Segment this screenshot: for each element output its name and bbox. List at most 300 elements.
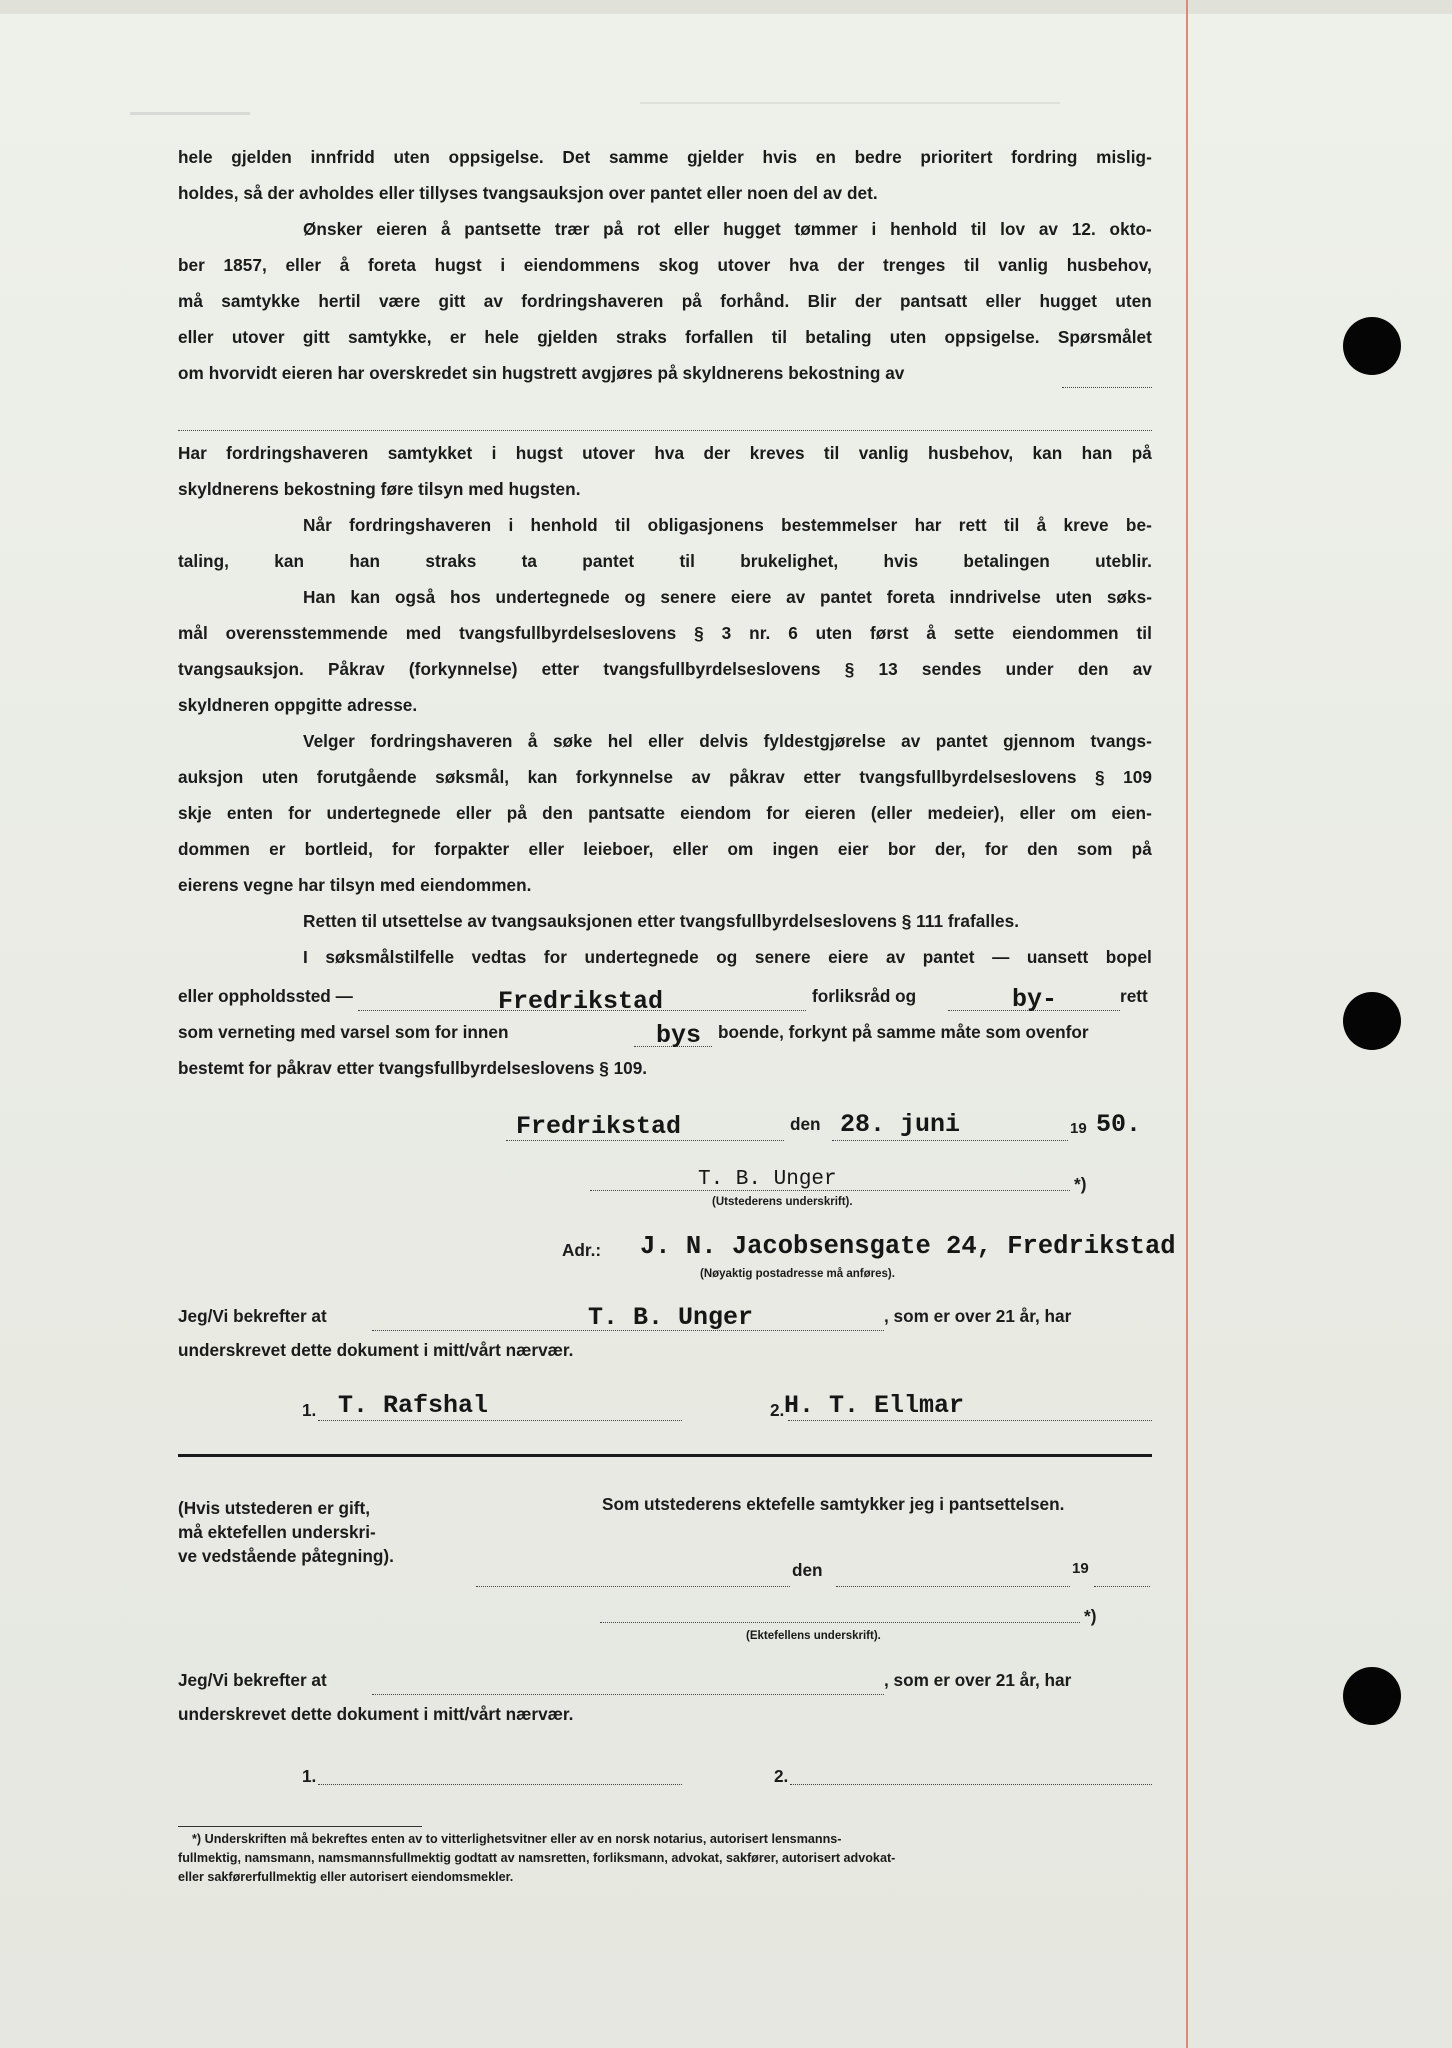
body-word: forpakter bbox=[434, 839, 510, 859]
body-word: hva bbox=[654, 443, 685, 463]
body-word: til bbox=[679, 551, 695, 571]
spouse-consent-text: Som utstederens ektefelle samtykker jeg i pantsettelsen. bbox=[602, 1494, 1065, 1514]
body-word: hugget bbox=[723, 219, 781, 239]
body-word: eiere bbox=[730, 587, 772, 607]
body-word: bestemmelser bbox=[781, 515, 898, 535]
body-word: fordringshaveren bbox=[521, 291, 664, 311]
body-line bbox=[178, 801, 1152, 825]
body-word: bor bbox=[887, 839, 916, 859]
body-word: bortleid, bbox=[304, 839, 373, 859]
address-label: Adr.: bbox=[562, 1240, 602, 1260]
witness1-line-2 bbox=[788, 1420, 1152, 1421]
body-word: Når bbox=[303, 515, 332, 535]
body-word: betalingen bbox=[963, 551, 1050, 571]
body-word: 109 bbox=[1123, 767, 1152, 787]
body-line bbox=[178, 549, 1152, 573]
body-word: i bbox=[508, 515, 514, 535]
body-word: kreve bbox=[1063, 515, 1109, 535]
body-word: tvangsauksjon. bbox=[178, 659, 304, 679]
body-word: husbehov, bbox=[928, 443, 1014, 463]
body-word: fordringshaveren bbox=[370, 731, 513, 751]
spouse-note-line: må ektefellen underskri- bbox=[178, 1522, 376, 1542]
date-day-handwritten: 28. juni bbox=[840, 1110, 961, 1139]
footnote bbox=[178, 1830, 1152, 1887]
body-word: til bbox=[614, 515, 631, 535]
body-word: der bbox=[854, 291, 882, 311]
body-word: 13 bbox=[878, 659, 898, 679]
body-word: lov bbox=[1000, 219, 1026, 239]
body-word: kreves bbox=[749, 443, 805, 463]
body-word: til bbox=[964, 255, 980, 275]
date-year-prefix: 19 bbox=[1070, 1120, 1087, 1137]
body-word: leieboer, bbox=[583, 839, 654, 859]
body-line: skyldnerens bekostning føre tilsyn med hugsten. bbox=[178, 479, 581, 499]
body-word: forutgående bbox=[316, 767, 417, 787]
spouse-place-line bbox=[476, 1586, 790, 1587]
body-word: uansett bbox=[1026, 947, 1089, 967]
body-word: fyldestgjørelse bbox=[763, 731, 886, 751]
body-word: samtykke bbox=[221, 291, 301, 311]
body-word: av bbox=[786, 587, 806, 607]
witness1-line2: underskrevet dette dokument i mitt/vårt nærvær. bbox=[178, 1340, 574, 1360]
body-word: med bbox=[405, 623, 442, 643]
body-word: 6 bbox=[788, 623, 798, 643]
body-line bbox=[178, 441, 1152, 465]
issuer-signature: T. B. Unger bbox=[698, 1168, 837, 1191]
issuer-footnote-mark: *) bbox=[1074, 1174, 1087, 1194]
body-word: pantet bbox=[935, 731, 988, 751]
body-word: hele bbox=[178, 147, 213, 167]
body-word: enten bbox=[226, 803, 273, 823]
date-den-label: den bbox=[790, 1114, 821, 1134]
body-word: hugst bbox=[434, 255, 482, 275]
body-word: undertegnede bbox=[584, 947, 699, 967]
body-word: til bbox=[1003, 515, 1020, 535]
top-edge bbox=[0, 0, 1452, 14]
body-word: eieren bbox=[376, 219, 428, 239]
body-word: (eller bbox=[870, 803, 913, 823]
body-word: eien- bbox=[1111, 803, 1152, 823]
body-word: — bbox=[992, 947, 1010, 967]
body-word: og bbox=[624, 587, 646, 607]
body-word: fordringshaveren bbox=[349, 515, 492, 535]
body-word: tvangs- bbox=[1090, 731, 1152, 751]
body-word: eller bbox=[285, 255, 322, 275]
body-word: er bbox=[449, 327, 467, 347]
body-word: taling, bbox=[178, 551, 229, 571]
body-line bbox=[178, 765, 1152, 789]
body-word: eller bbox=[673, 219, 710, 239]
body-word: til bbox=[1136, 623, 1152, 643]
witness1-name-handwritten: T. B. Unger bbox=[588, 1303, 754, 1332]
red-margin-line bbox=[1186, 0, 1188, 2048]
body-word: den bbox=[542, 803, 573, 823]
address-caption: (Nøyaktig postadresse må anføres). bbox=[700, 1268, 895, 1280]
body-word: overensstemmende bbox=[225, 623, 388, 643]
spouse-den-label: den bbox=[792, 1560, 823, 1580]
body-line bbox=[303, 513, 1152, 537]
witness1-line-1 bbox=[318, 1420, 682, 1421]
body-word: foreta bbox=[367, 255, 417, 275]
body-word: for bbox=[766, 803, 790, 823]
body-word: medeier), bbox=[927, 803, 1005, 823]
body-word: henhold bbox=[530, 515, 598, 535]
body-word: til bbox=[970, 219, 987, 239]
body-word: dommen bbox=[178, 839, 250, 859]
body-word: utover bbox=[231, 327, 285, 347]
venue-by-handwritten: by- bbox=[1012, 985, 1058, 1014]
fill-line-hugst-2 bbox=[178, 430, 1152, 431]
footnote-line: fullmektig, namsmann, namsmannsfullmektig godtatt av namsretten, forliksmann, advokat, sakfører, autorisert advokat- bbox=[178, 1851, 896, 1865]
body-word: på bbox=[603, 219, 624, 239]
body-word: pantsatte bbox=[588, 803, 665, 823]
witness1-number-1: 1. bbox=[302, 1400, 317, 1420]
body-word: uten bbox=[393, 147, 430, 167]
spouse-year-line bbox=[1094, 1586, 1150, 1587]
spouse-year-prefix: 19 bbox=[1072, 1560, 1089, 1577]
body-word: Velger bbox=[303, 731, 355, 751]
body-line: Retten til utsettelse av tvangsauksjonen etter tvangsfullbyrdelseslovens § 111 frafalles. bbox=[303, 911, 1020, 931]
body-word: vanlig bbox=[998, 255, 1049, 275]
spouse-date-line bbox=[836, 1586, 1070, 1587]
witness2-suffix: , som er over 21 år, har bbox=[884, 1670, 1072, 1690]
footnote-rule bbox=[178, 1826, 422, 1827]
body-word: 1857, bbox=[223, 255, 267, 275]
body-word: uten bbox=[1055, 587, 1093, 607]
body-word: søksmålstilfelle bbox=[325, 947, 455, 967]
body-word: å bbox=[926, 623, 936, 643]
body-word: auksjon bbox=[178, 767, 244, 787]
body-word: uten bbox=[815, 623, 853, 643]
venue-suffix: rett bbox=[1120, 986, 1148, 1006]
body-word: på bbox=[506, 803, 527, 823]
body-word: mål bbox=[178, 623, 208, 643]
body-word: hugst bbox=[515, 443, 563, 463]
body-word: eller bbox=[672, 839, 709, 859]
body-word: som bbox=[1076, 839, 1113, 859]
body-word: hos bbox=[450, 587, 481, 607]
body-word: gjelden bbox=[537, 327, 598, 347]
body-line bbox=[178, 325, 1152, 349]
body-word: forkynnelse bbox=[575, 767, 673, 787]
body-word: utover bbox=[582, 443, 635, 463]
body-line bbox=[178, 289, 1152, 313]
witness2-line2: underskrevet dette dokument i mitt/vårt nærvær. bbox=[178, 1704, 574, 1724]
body-word: sendes bbox=[921, 659, 982, 679]
venue-bys-handwritten: bys bbox=[656, 1021, 702, 1050]
body-word: senere bbox=[754, 947, 811, 967]
body-word: må bbox=[178, 291, 203, 311]
body-word: han bbox=[349, 551, 381, 571]
body-word: betaling bbox=[805, 327, 872, 347]
body-word: uteblir. bbox=[1095, 551, 1152, 571]
body-word: er bbox=[269, 839, 286, 859]
witness2-number-2: 2. bbox=[774, 1766, 789, 1786]
body-word: å bbox=[440, 219, 451, 239]
body-word: uten bbox=[1115, 291, 1152, 311]
body-word: rot bbox=[637, 219, 661, 239]
witness2-line-1 bbox=[318, 1784, 682, 1785]
body-word: søks- bbox=[1106, 587, 1152, 607]
body-word: den bbox=[1077, 659, 1109, 679]
body-word: forhånd. bbox=[720, 291, 790, 311]
section-divider bbox=[178, 1454, 1152, 1457]
body-word: uten bbox=[261, 767, 299, 787]
body-word: samme bbox=[608, 147, 669, 167]
body-word: innfridd bbox=[310, 147, 375, 167]
body-word: utover bbox=[717, 255, 771, 275]
witness1-suffix: , som er over 21 år, har bbox=[884, 1306, 1072, 1326]
body-word: der, bbox=[934, 839, 966, 859]
body-word: av bbox=[483, 291, 503, 311]
body-word: bedre bbox=[854, 147, 902, 167]
body-word: om bbox=[727, 839, 754, 859]
body-word: vedtas bbox=[471, 947, 527, 967]
body-word: etter bbox=[803, 767, 841, 787]
body-word: i bbox=[491, 443, 497, 463]
body-word: § bbox=[694, 623, 704, 643]
punch-hole-middle bbox=[1343, 992, 1401, 1050]
body-word: Har bbox=[178, 443, 207, 463]
body-word: straks bbox=[615, 327, 667, 347]
body-word: der bbox=[837, 255, 865, 275]
body-word: pantet bbox=[582, 551, 635, 571]
body-word: oppsigelse. bbox=[448, 147, 544, 167]
body-word: gjennom bbox=[1003, 731, 1076, 751]
body-word: på bbox=[1131, 839, 1152, 859]
venue-line2-a: som verneting med varsel som for innen bbox=[178, 1022, 509, 1042]
body-word: søke bbox=[552, 731, 593, 751]
body-word: (forkynnelse) bbox=[408, 659, 518, 679]
body-word: okto- bbox=[1109, 219, 1152, 239]
body-word: der bbox=[703, 443, 731, 463]
body-word: til bbox=[771, 327, 788, 347]
body-word: hugget bbox=[1039, 291, 1098, 311]
body-line bbox=[303, 729, 1152, 753]
body-word: fordring bbox=[1011, 147, 1078, 167]
body-word: eiendommens bbox=[523, 255, 640, 275]
body-word: eller bbox=[1019, 803, 1056, 823]
bleed-through-mark bbox=[640, 92, 1060, 104]
body-word: eiendommen bbox=[1012, 623, 1119, 643]
body-word: undertegnede bbox=[495, 587, 610, 607]
body-line: eierens vegne har tilsyn med eiendommen. bbox=[178, 875, 532, 895]
venue-line3: bestemt for påkrav etter tvangsfullbyrdelseslovens § 109. bbox=[178, 1058, 648, 1078]
spouse-note-line: ve vedstående påtegning). bbox=[178, 1546, 394, 1566]
date-place-handwritten: Fredrikstad bbox=[516, 1112, 682, 1141]
body-word: vanlig bbox=[858, 443, 909, 463]
witness2-name-line bbox=[372, 1694, 884, 1695]
body-word: i bbox=[500, 255, 506, 275]
body-word: trenges bbox=[882, 255, 946, 275]
body-word: hvis bbox=[883, 551, 919, 571]
body-word: på bbox=[1131, 443, 1152, 463]
body-word: Det bbox=[562, 147, 591, 167]
date-day-line bbox=[832, 1140, 1068, 1141]
body-word: av bbox=[691, 767, 711, 787]
witness1-number-2: 2. bbox=[770, 1400, 785, 1420]
witness2-prefix: Jeg/Vi bekrefter at bbox=[178, 1670, 327, 1690]
body-word: henhold bbox=[890, 219, 958, 239]
body-word: i bbox=[871, 219, 877, 239]
body-word: samtykke, bbox=[348, 327, 432, 347]
body-word: uten bbox=[889, 327, 927, 347]
body-word: trær bbox=[554, 219, 590, 239]
punch-hole-top bbox=[1343, 317, 1401, 375]
body-line: holdes, så der avholdes eller tillyses tvangsauksjon over pantet eller noen del av det. bbox=[178, 183, 878, 203]
body-word: hele bbox=[484, 327, 519, 347]
body-word: hvis bbox=[762, 147, 798, 167]
body-word: har bbox=[914, 515, 942, 535]
body-word: gitt bbox=[438, 291, 466, 311]
body-word: forfallen bbox=[685, 327, 754, 347]
body-word: kan bbox=[350, 587, 381, 607]
footnote-line: eller sakførerfullmektig eller autorisert eiendomsmekler. bbox=[178, 1870, 514, 1884]
body-word: å bbox=[527, 731, 538, 751]
witness2-line-2 bbox=[790, 1784, 1152, 1785]
body-word: pantsette bbox=[464, 219, 542, 239]
body-word: eller bbox=[648, 731, 684, 751]
bleed-through-mark bbox=[130, 100, 250, 115]
body-line bbox=[178, 657, 1152, 681]
body-word: om bbox=[1070, 803, 1097, 823]
body-word: undertegnede bbox=[326, 803, 441, 823]
body-word: brukelighet, bbox=[740, 551, 839, 571]
witness1-signature-2: H. T. Ellmar bbox=[784, 1391, 965, 1420]
spouse-note bbox=[178, 1496, 394, 1568]
body-word: på bbox=[681, 291, 702, 311]
body-word: kan bbox=[527, 767, 558, 787]
body-word: hva bbox=[789, 255, 819, 275]
body-word: eieren bbox=[804, 803, 856, 823]
body-line bbox=[303, 945, 1152, 969]
body-line bbox=[178, 621, 1152, 645]
address-handwritten: J. N. Jacobsensgate 24, Fredrikstad bbox=[640, 1232, 1176, 1261]
body-word: delvis bbox=[699, 731, 749, 751]
date-place-line bbox=[506, 1140, 784, 1141]
body-word: gjelden bbox=[231, 147, 292, 167]
witness2-number-1: 1. bbox=[302, 1766, 317, 1786]
body-word: prioritert bbox=[920, 147, 993, 167]
body-word: for bbox=[392, 839, 416, 859]
body-word: ta bbox=[521, 551, 537, 571]
spouse-note-line: (Hvis utstederen er gift, bbox=[178, 1498, 370, 1518]
body-word: av bbox=[1038, 219, 1059, 239]
fill-line-hugst bbox=[1062, 387, 1152, 388]
spouse-caption: (Ektefellens underskrift). bbox=[746, 1630, 881, 1642]
body-word: og bbox=[716, 947, 738, 967]
body-word: av bbox=[885, 947, 906, 967]
body-word: etter bbox=[541, 659, 580, 679]
venue-mid: forliksråd og bbox=[812, 986, 917, 1006]
body-word: skog bbox=[658, 255, 699, 275]
body-word: pantsatt bbox=[900, 291, 968, 311]
body-word: § bbox=[1095, 767, 1105, 787]
body-word: være bbox=[378, 291, 421, 311]
punch-hole-bottom bbox=[1343, 1667, 1401, 1725]
body-word: tømmer bbox=[794, 219, 858, 239]
body-word: han bbox=[1081, 443, 1113, 463]
body-word: be- bbox=[1125, 515, 1152, 535]
spouse-signature-line bbox=[600, 1622, 1080, 1623]
body-word: eller bbox=[455, 803, 492, 823]
body-word: gitt bbox=[302, 327, 330, 347]
body-word: av bbox=[901, 731, 921, 751]
body-word: kan bbox=[274, 551, 305, 571]
body-word: 12. bbox=[1071, 219, 1096, 239]
body-word: til bbox=[823, 443, 840, 463]
body-word: å bbox=[339, 255, 350, 275]
body-word: først bbox=[870, 623, 909, 643]
body-word: ber bbox=[178, 255, 205, 275]
body-word: mislig- bbox=[1096, 147, 1152, 167]
venue-place-handwritten: Fredrikstad bbox=[498, 987, 664, 1016]
issuer-signature-line bbox=[590, 1190, 1070, 1191]
spouse-footnote-mark: *) bbox=[1084, 1606, 1097, 1626]
body-word: tvangsfullbyrdelseslovens bbox=[859, 767, 1077, 787]
body-word: eier bbox=[837, 839, 869, 859]
body-word: tvangsfullbyrdelseslovens bbox=[459, 623, 677, 643]
body-word: under bbox=[1005, 659, 1054, 679]
footnote-line: *) Underskriften må bekreftes enten av to vitterlighetsvitner eller av en norsk notarius, autorisert lensmanns- bbox=[192, 1832, 842, 1846]
body-word: søksmål, bbox=[435, 767, 510, 787]
body-word: Ønsker bbox=[303, 219, 363, 239]
body-word: for bbox=[288, 803, 312, 823]
body-word: § bbox=[844, 659, 855, 679]
body-word: kan bbox=[1032, 443, 1063, 463]
body-word: tvangsfullbyrdelseslovens bbox=[603, 659, 821, 679]
body-word: samtykket bbox=[387, 443, 473, 463]
body-word: den bbox=[1027, 839, 1058, 859]
body-word: av bbox=[1132, 659, 1152, 679]
body-line bbox=[178, 253, 1152, 277]
body-word: hertil bbox=[318, 291, 361, 311]
body-word: Spørsmålet bbox=[1057, 327, 1152, 347]
body-word: for bbox=[543, 947, 567, 967]
body-word: 3 bbox=[721, 623, 732, 643]
body-word: å bbox=[1036, 515, 1047, 535]
body-word: for bbox=[984, 839, 1008, 859]
body-word: Påkrav bbox=[328, 659, 385, 679]
body-word: foreta bbox=[886, 587, 935, 607]
body-word: også bbox=[394, 587, 436, 607]
body-word: eller bbox=[528, 839, 565, 859]
body-line bbox=[303, 585, 1152, 609]
body-word: eiere bbox=[828, 947, 869, 967]
body-word: Blir bbox=[807, 291, 837, 311]
body-word: eller bbox=[178, 327, 214, 347]
body-word: husbehov, bbox=[1066, 255, 1152, 275]
body-word: eiendom bbox=[680, 803, 752, 823]
body-word: oppsigelse. bbox=[944, 327, 1040, 347]
witness1-signature-1: T. Rafshal bbox=[338, 1391, 489, 1420]
body-word: skje bbox=[178, 803, 212, 823]
body-word: straks bbox=[425, 551, 477, 571]
venue-line2-b: boende, forkynt på samme måte som ovenfor bbox=[718, 1022, 1089, 1042]
body-word: en bbox=[815, 147, 836, 167]
body-word: pantet bbox=[820, 587, 872, 607]
body-word: gjelder bbox=[687, 147, 744, 167]
body-line: om hvorvidt eieren har overskredet sin hugstrett avgjøres på skyldnerens bekostning av bbox=[178, 363, 905, 383]
body-word: sette bbox=[953, 623, 995, 643]
body-line bbox=[178, 145, 1152, 169]
body-word: hel bbox=[607, 731, 633, 751]
body-word: fordringshaveren bbox=[226, 443, 369, 463]
witness1-prefix: Jeg/Vi bekrefter at bbox=[178, 1306, 327, 1326]
body-line bbox=[178, 837, 1152, 861]
issuer-caption: (Utstederens underskrift). bbox=[712, 1196, 853, 1208]
body-word: bopel bbox=[1105, 947, 1152, 967]
